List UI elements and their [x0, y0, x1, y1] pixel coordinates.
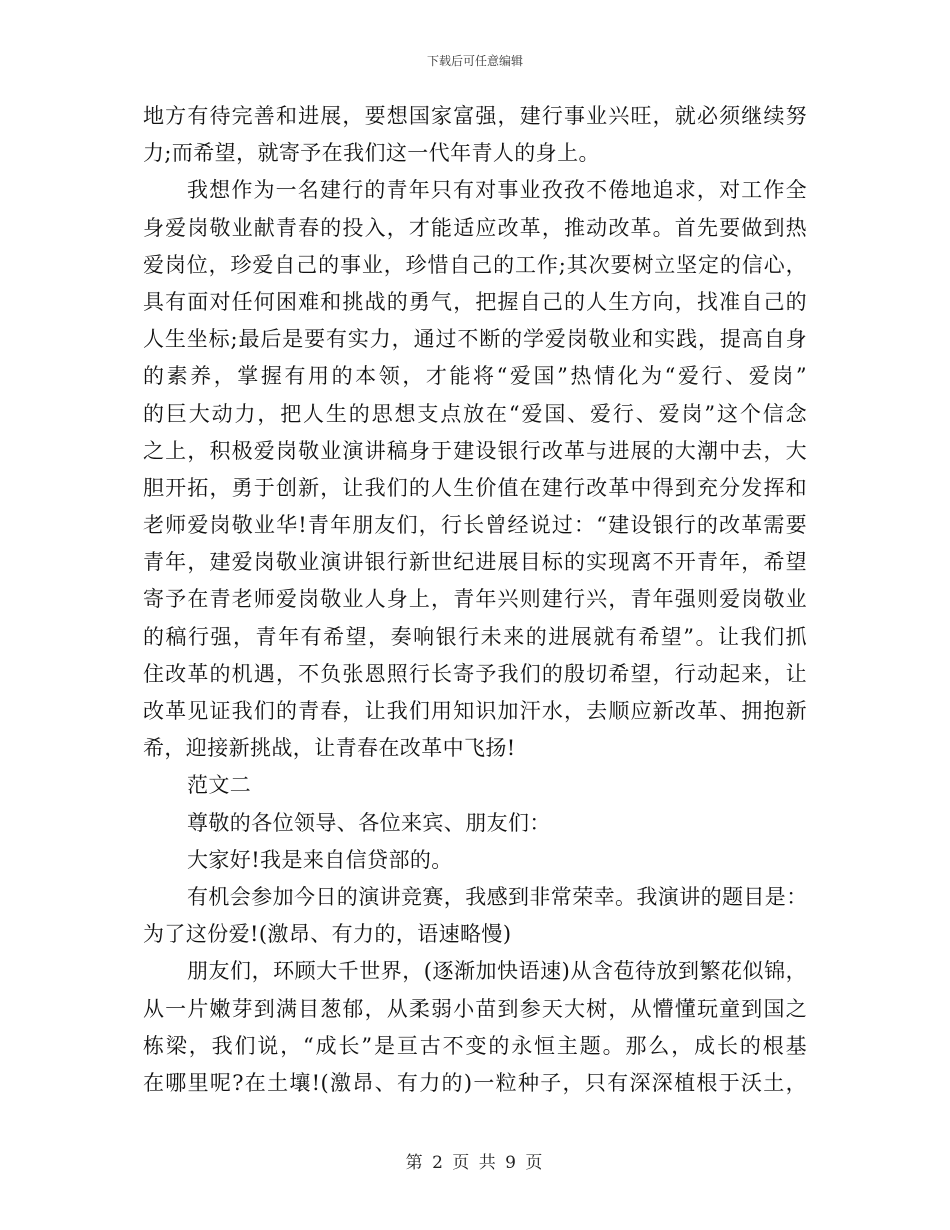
text-line: 为了这份爱!(激昂、有力的，语速略慢) — [143, 922, 512, 947]
text-line: 朋友们，环顾大千世界，(逐渐加快语速)从含苞待放到繁花似锦， — [187, 959, 807, 984]
salutation-line: 尊敬的各位领导、各位来宾、朋友们： — [187, 810, 551, 835]
text-line: 栋梁，我们说，“成长”是亘古不变的永恒主题。那么，成长的根基 — [143, 1033, 807, 1058]
text-line: 具有面对任何困难和挑战的勇气，把握自己的人生方向，找准自己的 — [143, 289, 807, 314]
text-line: 住改革的机遇，不负张恩照行长寄予我们的殷切希望，行动起来，让 — [143, 661, 807, 686]
text-line: 人生坐标;最后是要有实力，通过不断的学爱岗敬业和实践，提高自身 — [143, 327, 807, 352]
text-line: 的稿行强，青年有希望，奏响银行未来的进展就有希望”。让我们抓 — [143, 624, 807, 649]
greeting-line: 大家好!我是来自信贷部的。 — [187, 847, 453, 872]
text-line: 希，迎接新挑战，让青春在改革中飞扬! — [143, 736, 516, 761]
text-line: 青年，建爱岗敬业演讲银行新世纪进展目标的实现离不开青年，希望 — [143, 550, 807, 575]
document-body — [143, 98, 807, 1102]
text-line: 老师爱岗敬业华!青年朋友们，行长曾经说过：“建设银行的改革需要 — [143, 513, 807, 538]
text-line: 从一片嫩芽到满目葱郁，从柔弱小苗到参天大树，从懵懂玩童到国之 — [143, 996, 807, 1021]
text-line: 身爱岗敬业献青春的投入，才能适应改革，推动改革。首先要做到热 — [143, 215, 807, 240]
text-line: 力;而希望，就寄予在我们这一代年青人的身上。 — [143, 141, 600, 166]
page-header: 下载后可任意编辑 — [426, 54, 523, 68]
text-line: 我想作为一名建行的青年只有对事业孜孜不倦地追求，对工作全 — [187, 178, 807, 203]
text-line: 爱岗位，珍爱自己的事业，珍惜自己的工作;其次要树立坚定的信心， — [143, 252, 807, 277]
text-line: 有机会参加今日的演讲竞赛，我感到非常荣幸。我演讲的题目是： — [187, 884, 808, 909]
text-line: 改革见证我们的青春，让我们用知识加汗水，去顺应新改革、拥抱新 — [143, 699, 807, 723]
text-line: 的巨大动力，把人生的思想支点放在“爱国、爱行、爱岗”这个信念 — [143, 401, 807, 426]
section-heading: 范文二 — [187, 773, 252, 798]
text-line: 在哪里呢?在土壤!(激昂、有力的)一粒种子，只有深深植根于沃土， — [143, 1070, 807, 1095]
page-number: 第 2 页 共 9 页 — [405, 1153, 545, 1173]
text-line: 的素养，掌握有用的本领，才能将“爱国”热情化为“爱行、爱岗” — [143, 364, 807, 389]
text-line: 胆开拓，勇于创新，让我们的人生价值在建行改革中得到充分发挥和 — [143, 475, 807, 500]
text-line: 地方有待完善和进展，要想国家富强，建行事业兴旺，就必须继续努 — [143, 104, 807, 128]
text-line: 之上，积极爱岗敬业演讲稿身于建设银行改革与进展的大潮中去，大 — [143, 438, 807, 463]
text-line: 寄予在青老师爱岗敬业人身上，青年兴则建行兴，青年强则爱岗敬业 — [143, 587, 807, 612]
